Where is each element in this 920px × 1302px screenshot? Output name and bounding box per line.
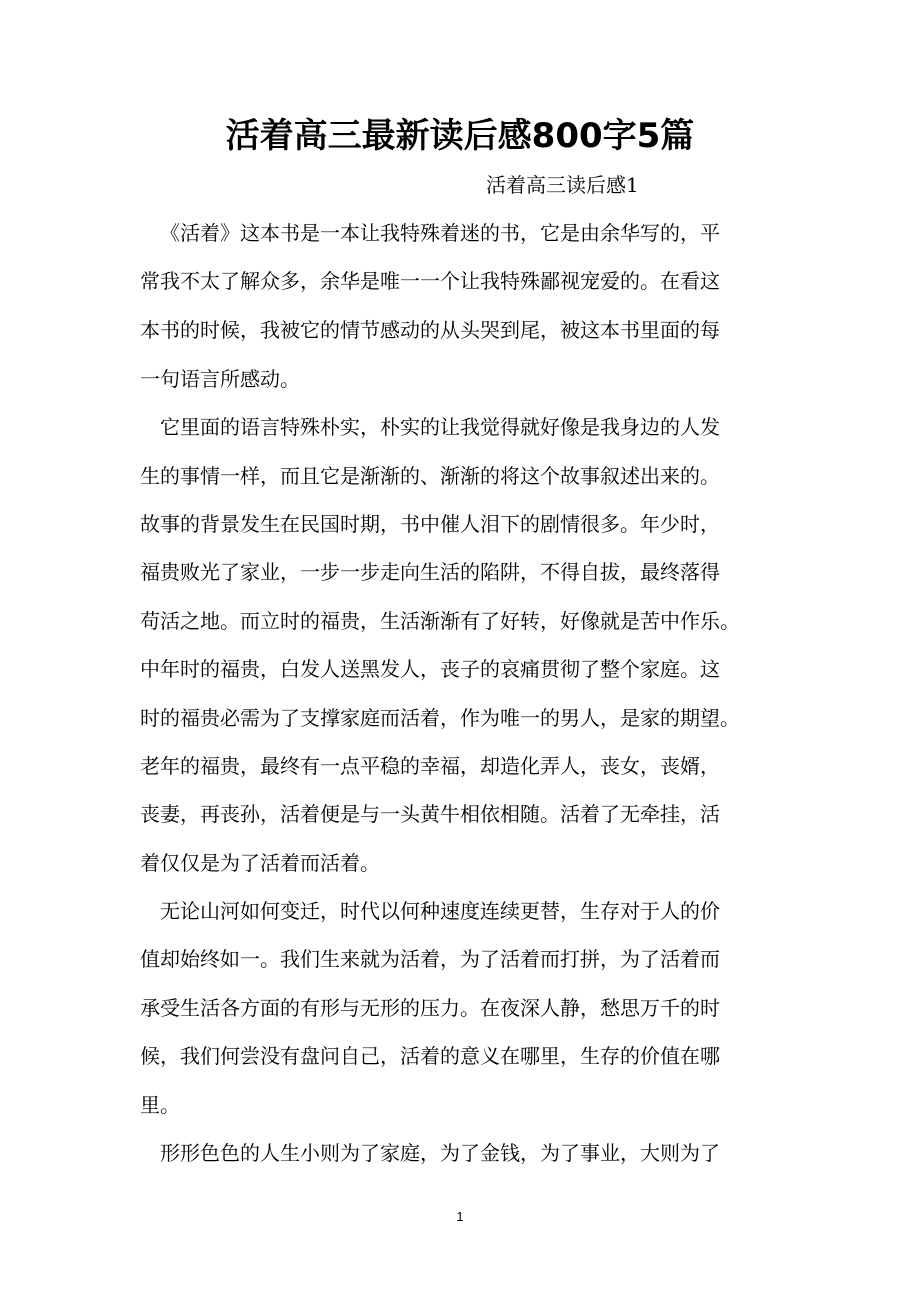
text-line: 它里面的语言特殊朴实，朴实的让我觉得就好像是我身边的人发 [160,415,720,439]
text-line: 时的福贵必需为了支撑家庭而活着，作为唯一的男人，是家的期望。 [140,706,740,730]
document-title: 活着高三最新读后感800字5篇 [225,116,695,156]
text-line: 苟活之地。而立时的福贵，生活渐渐有了好转，好像就是苦中作乐。 [140,609,740,633]
text-line: 《活着》这本书是一本让我特殊着迷的书，它是由余华写的，平 [160,221,720,245]
text-line: 丧妻，再丧孙，活着便是与一头黄牛相依相随。活着了无牵挂，活 [140,802,720,826]
text-line: 生的事情一样，而且它是渐渐的、渐渐的将这个故事叙述出来的。 [140,464,720,488]
text-line: 故事的背景发生在民国时期，书中催人泪下的剧情很多。年少时， [140,512,720,536]
text-line: 形形色色的人生小则为了家庭，为了金钱，为了事业，大则为了 [160,1141,720,1165]
text-line: 常我不太了解众多，余华是唯一一个让我特殊鄙视宠爱的。在看这 [140,269,720,293]
text-line: 一句语言所感动。 [140,367,300,391]
text-line: 值却始终如一。我们生来就为活着，为了活着而打拼，为了活着而 [140,947,720,971]
text-line: 无论山河如何变迁，时代以何种速度连续更替，生存对于人的价 [160,899,720,923]
text-line: 老年的福贵，最终有一点平稳的幸福，却造化弄人，丧女，丧婿， [140,754,720,778]
page-number: 1 [456,1209,464,1224]
text-line: 着仅仅是为了活着而活着。 [140,851,380,875]
text-line: 承受生活各方面的有形与无形的压力。在夜深人静，愁思万千的时 [140,996,720,1020]
text-line: 本书的时候，我被它的情节感动的从头哭到尾，被这本书里面的每 [140,318,720,342]
section-heading: 活着高三读后感1 [486,173,639,197]
text-line: 福贵败光了家业，一步一步走向生活的陷阱，不得自拔，最终落得 [140,560,720,584]
text-line: 中年时的福贵，白发人送黑发人，丧子的哀痛贯彻了整个家庭。这 [140,657,720,681]
text-line: 里。 [140,1093,180,1117]
text-line: 候，我们何尝没有盘问自己，活着的意义在哪里，生存的价值在哪 [140,1044,720,1068]
